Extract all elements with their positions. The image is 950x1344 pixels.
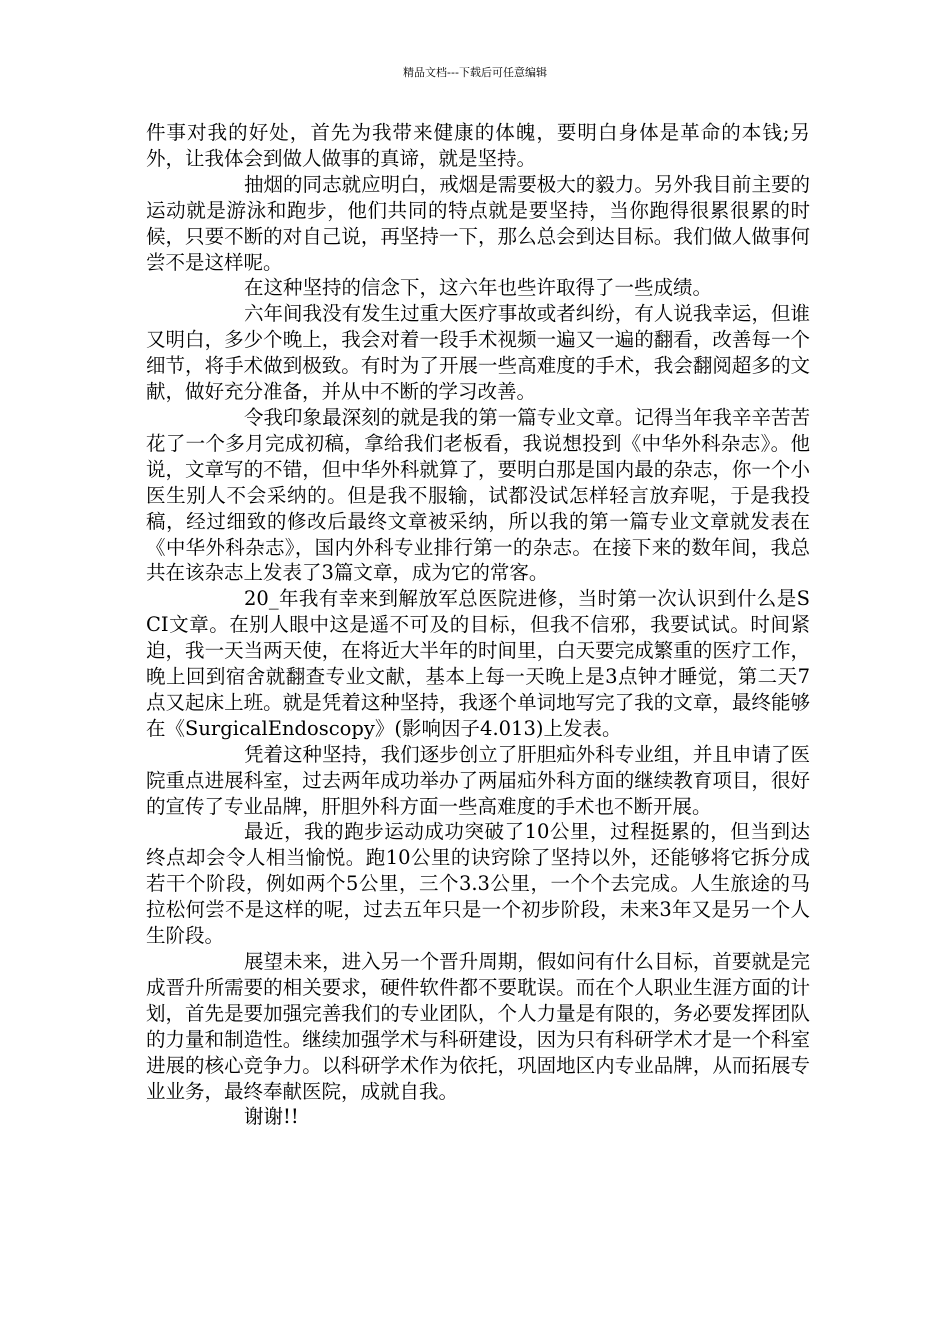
document-body [146,120,810,1130]
paragraph-8: 最近，我的跑步运动成功突破了10公里，过程挺累的，但当到达终点却会令人相当愉悦。跑10公里的诀窍除了坚持以外，还能够将它拆分成若干个阶段，例如两个5公里，三个3.3公里，一个个去完成。人生旅途的马拉松何尝不是这样的呢，过去五年只是一个初步阶段，未来3年又是另一个人生阶段。 [146,820,810,948]
closing-thanks: 谢谢!! [244,1105,299,1129]
paragraph-7: 凭着这种坚持，我们逐步创立了肝胆疝外科专业组，并且申请了医院重点进展科室，过去两年成功举办了两届疝外科方面的继续教育项目，很好的宣传了专业品牌，肝胆外科方面一些高难度的手术也不断开展。 [146,742,810,818]
paragraph-3: 在这种坚持的信念下，这六年也些许取得了一些成绩。 [244,276,713,300]
paragraph-1: 件事对我的好处，首先为我带来健康的体魄，要明白身体是革命的本钱;另外，让我体会到做人做事的真谛，就是坚持。 [146,121,810,170]
paragraph-4: 六年间我没有发生过重大医疗事故或者纠纷，有人说我幸运，但谁又明白，多少个晚上，我会对着一段手术视频一遍又一遍的翻看，改善每一个细节，将手术做到极致。有时为了开展一些高难度的手术，我会翻阅超多的文献，做好充分准备，并从中不断的学习改善。 [146,302,810,404]
paragraph-6: 20_年我有幸来到解放军总医院进修，当时第一次认识到什么是SCI文章。在别人眼中这是遥不可及的目标，但我不信邪，我要试试。时间紧迫，我一天当两天使，在将近大半年的时间里，白天要完成繁重的医疗工作，晚上回到宿舍就翻查专业文献，基本上每一天晚上是3点钟才睡觉，第二天7点又起床上班。就是凭着这种坚持，我逐个单词地写完了我的文章，最终能够在《SurgicalEndoscopy》(影响因子4.013)上发表。 [146,587,810,740]
page-header: 精品文档---下载后可任意编辑 [403,66,547,79]
paragraph-9: 展望未来，进入另一个晋升周期，假如问有什么目标，首要就是完成晋升所需要的相关要求，硬件软件都不要耽误。而在个人职业生涯方面的计划，首先是要加强完善我们的专业团队，个人力量是有限的，务必要发挥团队的力量和制造性。继续加强学术与科研建设，因为只有科研学术才是一个科室进展的核心竞争力。以科研学术作为依托，巩固地区内专业品牌，从而拓展专业业务，最终奉献医院，成就自我。 [146,950,810,1103]
paragraph-2: 抽烟的同志就应明白，戒烟是需要极大的毅力。另外我目前主要的运动就是游泳和跑步，他们共同的特点就是要坚持，当你跑得很累很累的时候，只要不断的对自己说，再坚持一下，那么总会到达目标。我们做人做事何尝不是这样呢。 [146,172,810,274]
paragraph-5: 令我印象最深刻的就是我的第一篇专业文章。记得当年我辛辛苦苦花了一个多月完成初稿，拿给我们老板看，我说想投到《中华外科杂志》。他说，文章写的不错，但中华外科就算了，要明白那是国内最的杂志，你一个小医生别人不会采纳的。但是我不服输，试都没试怎样轻言放弃呢，于是我投稿，经过细致的修改后最终文章被采纳，所以我的第一篇专业文章就发表在《中华外科杂志》，国内外科专业排行第一的杂志。在接下来的数年间，我总共在该杂志上发表了3篇文章，成为它的常客。 [146,405,810,585]
